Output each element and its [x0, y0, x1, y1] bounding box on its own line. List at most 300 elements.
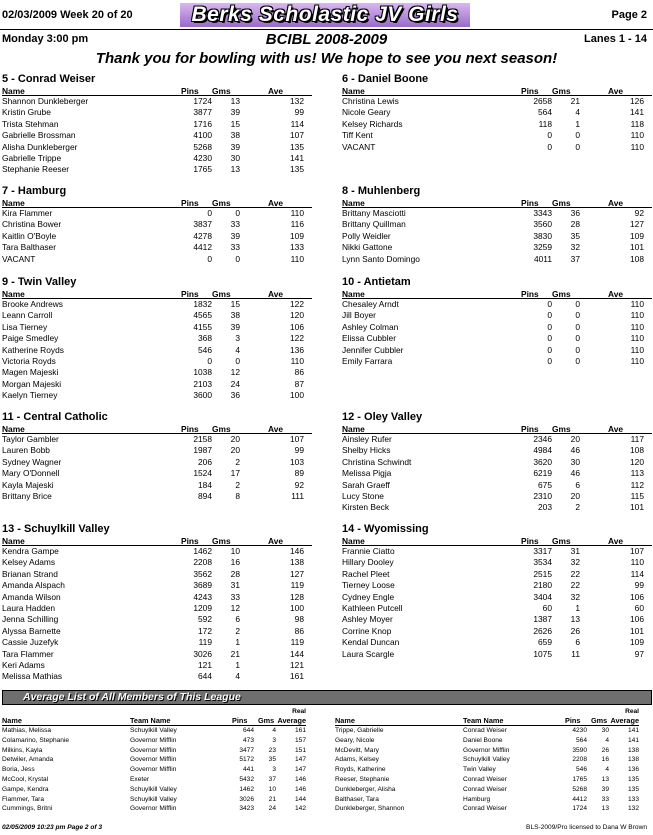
bowler-average: 60 — [634, 602, 644, 613]
member-team: Schuylkill Valley — [130, 785, 177, 793]
bowler-row — [342, 254, 652, 265]
spacer — [335, 707, 463, 716]
col-pins-label: Pins — [181, 536, 199, 546]
member-pins: 4230 — [572, 727, 587, 734]
bowler-pins: 0 — [547, 130, 552, 141]
col-gms-label: Gms — [212, 289, 231, 299]
bowler-row — [2, 457, 312, 468]
bowler-average: 116 — [290, 219, 304, 230]
team-name: 5 - Conrad Weiser — [2, 73, 96, 85]
bowler-name: Melissa Mathias — [2, 671, 63, 682]
bowler-row — [342, 96, 652, 107]
bowler-row — [2, 153, 312, 164]
col-pins-label: Pins — [521, 198, 539, 208]
bowler-pins: 2626 — [533, 625, 552, 636]
bowler-average: 101 — [630, 242, 644, 253]
member-games: 33 — [601, 795, 609, 803]
footer-print-info: 02/05/2009 10:23 pm Page 2 of 3 — [2, 824, 103, 831]
bowler-pins: 0 — [207, 208, 212, 218]
bowler-games: 0 — [575, 141, 580, 152]
member-pins: 3590 — [572, 746, 587, 754]
bowler-name: Emily Farrara — [342, 355, 393, 366]
member-average: 135 — [627, 785, 639, 793]
bowler-pins: 1075 — [533, 648, 552, 659]
bowler-name: Gabrielle Trippe — [2, 152, 62, 163]
bowler-games: 15 — [230, 299, 240, 309]
team-name: 8 - Muhlenberg — [342, 185, 421, 197]
member-pins: 4412 — [572, 795, 587, 803]
bowler-average: 135 — [290, 164, 304, 175]
bowler-row — [2, 671, 312, 682]
bowler-pins: 3343 — [533, 208, 552, 218]
bowler-games: 20 — [570, 490, 580, 501]
team-column-header — [2, 536, 312, 546]
bowler-row — [2, 649, 312, 660]
bowler-row — [2, 557, 312, 568]
bowler-games: 32 — [570, 591, 580, 602]
league-season: BCIBL 2008-2009 — [265, 31, 388, 48]
spacer — [222, 707, 254, 716]
bowler-average: 141 — [630, 107, 644, 118]
average-list-row — [335, 765, 639, 775]
bowler-row — [2, 322, 312, 333]
bowler-name: Brittany Masciotti — [342, 208, 406, 218]
bowler-row — [342, 242, 652, 253]
bowler-pins: 0 — [207, 253, 212, 264]
bowler-name: Brianan Strand — [2, 568, 58, 579]
bowler-games: 6 — [575, 637, 580, 648]
bowler-pins: 3600 — [193, 390, 212, 401]
bowler-average: 110 — [630, 130, 644, 141]
col-pins-label: Pins — [181, 198, 199, 208]
bowler-row — [2, 254, 312, 265]
team-name: 12 - Oley Valley — [342, 411, 423, 423]
member-games: 30 — [601, 727, 609, 734]
bowler-name: Cydney Engle — [342, 591, 395, 602]
team-name: 14 - Wyomissing — [342, 523, 429, 535]
average-list-title: Average List of All Members of This League — [23, 691, 241, 703]
bowler-games: 39 — [230, 107, 240, 118]
member-team: Schuylkill Valley — [463, 756, 510, 764]
bowler-games: 12 — [230, 602, 240, 613]
bowler-average: 113 — [630, 468, 644, 479]
bowler-games: 31 — [230, 580, 240, 591]
bowler-average: 107 — [290, 434, 304, 444]
bowler-games: 33 — [230, 219, 240, 230]
bowler-average: 114 — [630, 568, 644, 579]
team-column-header — [342, 86, 652, 96]
bowler-name: Christina Schwindt — [342, 456, 412, 467]
bowler-row — [342, 468, 652, 479]
bowler-pins: 121 — [198, 659, 212, 670]
bowler-average: 92 — [294, 479, 304, 490]
header-divider — [0, 29, 653, 30]
bowler-games: 4 — [575, 107, 580, 118]
bowler-name: Ashley Colman — [342, 321, 399, 332]
bowler-name: Jill Boyer — [342, 310, 376, 321]
bowler-games: 15 — [230, 118, 240, 129]
bowler-games: 21 — [230, 648, 240, 659]
team-name: 6 - Daniel Boone — [342, 73, 429, 85]
bowler-games: 30 — [230, 152, 240, 163]
col-pins-label: Pins — [181, 289, 199, 299]
bowler-pins: 3830 — [533, 230, 552, 241]
bowler-pins: 3837 — [193, 219, 212, 230]
member-average: 133 — [627, 795, 639, 803]
bowler-games: 0 — [575, 333, 580, 344]
bowler-row — [2, 242, 312, 253]
lanes-range: Lanes 1 - 14 — [584, 33, 647, 45]
average-list-row — [2, 755, 306, 765]
member-team: Twin Valley — [463, 766, 496, 774]
col-pins-label: Pins — [521, 86, 539, 96]
bowler-row — [342, 345, 652, 356]
bowler-games: 11 — [571, 648, 580, 659]
bowler-row — [342, 333, 652, 344]
bowler-name: Hillary Dooley — [342, 557, 394, 568]
member-name: McDevitt, Mary — [335, 746, 379, 754]
bowler-name: Paige Smedley — [2, 333, 59, 344]
bowler-games: 36 — [230, 390, 240, 401]
bowler-average: 110 — [630, 355, 644, 366]
bowler-average: 109 — [630, 637, 644, 648]
bowler-row — [342, 626, 652, 637]
member-games: 35 — [268, 756, 276, 764]
bowler-average: 133 — [290, 242, 304, 253]
bowler-name: Shelby Hicks — [342, 445, 391, 456]
col-ave-label: Ave — [268, 198, 284, 208]
average-list-row — [2, 785, 306, 795]
bowler-pins: 644 — [198, 671, 212, 682]
bowler-games: 39 — [230, 321, 240, 332]
member-name: Flammer, Tara — [2, 795, 45, 803]
bowler-name: Christina Bower — [2, 219, 62, 230]
bowler-average: 109 — [290, 230, 304, 241]
bowler-name: Kelsey Adams — [2, 557, 56, 568]
bowler-name: Amanda Alspach — [2, 580, 65, 591]
col-name-label: Name — [342, 86, 365, 95]
bowler-pins: 1765 — [193, 164, 212, 175]
bowler-name: Elissa Cubbler — [342, 333, 396, 344]
bowler-row — [342, 614, 652, 625]
bowler-average: 141 — [290, 152, 304, 163]
bowler-row — [342, 480, 652, 491]
col-ave-label: Ave — [608, 86, 624, 96]
bowler-games: 37 — [570, 253, 580, 264]
bowler-row — [2, 299, 312, 310]
bowler-games: 12 — [230, 367, 240, 378]
real-label: Real — [292, 708, 306, 715]
bowler-name: Kayla Majeski — [2, 479, 54, 490]
bowler-average: 89 — [294, 468, 304, 479]
member-pins: 441 — [242, 766, 254, 774]
member-average: 147 — [294, 766, 306, 774]
member-pins: 1765 — [572, 775, 587, 783]
bowler-row — [342, 592, 652, 603]
bowler-average: 110 — [630, 557, 644, 568]
bowler-pins: 1987 — [193, 445, 212, 456]
real-label: Real — [625, 708, 639, 715]
bowler-pins: 3404 — [533, 591, 552, 602]
bowler-name: Ashley Moyer — [342, 614, 393, 625]
bowler-games: 1 — [235, 637, 240, 648]
bowler-pins: 592 — [198, 614, 212, 625]
bowler-pins: 4230 — [193, 152, 212, 163]
col-gms-label: Gms — [212, 198, 231, 208]
bowler-games: 22 — [570, 580, 580, 591]
bowler-games: 6 — [575, 479, 580, 490]
bowler-games: 46 — [570, 445, 580, 456]
bowler-name: Corrine Knop — [342, 625, 392, 636]
bowler-pins: 0 — [547, 355, 552, 366]
average-list-header — [2, 716, 306, 726]
bowler-pins: 6219 — [533, 468, 552, 479]
bowler-average: 115 — [630, 490, 644, 501]
member-pins: 3477 — [239, 746, 254, 754]
bowler-name: Keri Adams — [2, 659, 45, 670]
bowler-average: 144 — [290, 648, 304, 659]
bowler-row — [2, 434, 312, 445]
average-list-row — [335, 804, 639, 814]
member-games: 13 — [601, 805, 609, 813]
bowler-average: 109 — [630, 230, 644, 241]
bowler-row — [2, 96, 312, 107]
bowler-name: Kirsten Beck — [342, 502, 390, 513]
member-pins: 564 — [575, 736, 587, 744]
member-name: Dunkleberger, Shannon — [335, 805, 405, 813]
bowler-average: 119 — [290, 580, 304, 591]
member-pins: 5432 — [239, 775, 254, 783]
member-average: 146 — [294, 785, 306, 793]
bowler-row — [2, 142, 312, 153]
bowler-average: 127 — [290, 568, 304, 579]
bowler-name: Sarah Graeff — [342, 479, 390, 490]
bowler-average: 122 — [290, 299, 304, 309]
bowler-average: 138 — [290, 557, 304, 568]
bowler-games: 0 — [575, 344, 580, 355]
bowler-row — [2, 119, 312, 130]
bowler-pins: 4984 — [533, 445, 552, 456]
member-average: 136 — [627, 766, 639, 774]
bowler-row — [2, 130, 312, 141]
bowler-name: Tiff Kent — [342, 130, 373, 141]
member-name: Colamarino, Stephanie — [2, 736, 70, 744]
bowler-row — [342, 557, 652, 568]
bowler-row — [342, 356, 652, 367]
member-average: 157 — [294, 736, 306, 744]
bowler-average: 110 — [290, 355, 304, 366]
bowler-pins: 675 — [538, 479, 552, 490]
bowler-pins: 4243 — [193, 591, 212, 602]
col-name-label: Name — [2, 198, 25, 207]
average-list-banner — [2, 690, 652, 705]
col-gms-label: Gms — [212, 536, 231, 546]
report-date-week: 02/03/2009 Week 20 of 20 — [2, 9, 133, 21]
bowler-pins: 4278 — [193, 230, 212, 241]
bowler-pins: 118 — [538, 118, 552, 129]
avg-col-pins-label: Pins — [232, 716, 248, 725]
bowler-games: 38 — [230, 130, 240, 141]
member-name: Mathias, Melissa — [2, 727, 52, 734]
col-gms-label: Gms — [552, 424, 571, 434]
bowler-pins: 894 — [198, 490, 212, 501]
bowler-row — [342, 445, 652, 456]
bowler-games: 13 — [230, 164, 240, 175]
bowler-row — [342, 119, 652, 130]
bowler-games: 1 — [575, 118, 580, 129]
bowler-games: 13 — [230, 96, 240, 106]
team-column-header — [342, 536, 652, 546]
bowler-games: 16 — [230, 557, 240, 568]
col-pins-label: Pins — [521, 536, 539, 546]
team-block — [342, 72, 652, 153]
team-block — [342, 410, 652, 514]
bowler-name: Shannon Dunkleberger — [2, 96, 89, 106]
bowler-name: Christina Lewis — [342, 96, 399, 106]
col-ave-label: Ave — [608, 424, 624, 434]
bowler-pins: 119 — [198, 637, 212, 648]
thank-you-message: Thank you for bowling with us! We hope to see you next season! — [95, 50, 558, 67]
bowler-row — [342, 434, 652, 445]
bowler-pins: 3620 — [533, 456, 552, 467]
bowler-games: 17 — [230, 468, 240, 479]
bowler-name: Alyssa Barnette — [2, 625, 61, 636]
team-block — [342, 522, 652, 660]
bowler-row — [2, 660, 312, 671]
col-ave-label: Ave — [608, 289, 624, 299]
avg-col-name-label: Name — [2, 716, 22, 725]
bowler-pins: 4155 — [193, 321, 212, 332]
spacer — [463, 707, 555, 716]
bowler-pins: 2103 — [193, 378, 212, 389]
bowler-average: 99 — [634, 580, 644, 591]
bowler-row — [342, 649, 652, 660]
bowler-name: Melissa Pigja — [342, 468, 392, 479]
bowler-pins: 3562 — [193, 568, 212, 579]
average-list-header — [335, 716, 639, 726]
member-pins: 5268 — [572, 785, 587, 793]
bowler-games: 0 — [235, 355, 240, 366]
bowler-average: 120 — [630, 456, 644, 467]
bowler-pins: 3560 — [533, 219, 552, 230]
member-name: Boria, Jess — [2, 766, 35, 774]
bowler-pins: 1716 — [193, 118, 212, 129]
bowler-name: Polly Weidler — [342, 230, 391, 241]
bowler-name: Kathleen Putcell — [342, 602, 403, 613]
average-list-row — [2, 746, 306, 756]
member-average: 138 — [627, 756, 639, 764]
bowler-pins: 0 — [547, 333, 552, 344]
bowler-average: 117 — [630, 434, 644, 444]
bowler-games: 4 — [235, 344, 240, 355]
member-average: 144 — [294, 795, 306, 803]
bowler-pins: 1724 — [193, 96, 212, 106]
bowler-average: 121 — [290, 659, 304, 670]
member-games: 4 — [272, 727, 276, 734]
bowler-row — [2, 310, 312, 321]
bowler-games: 4 — [235, 671, 240, 682]
member-team: Schuylkill Valley — [130, 795, 177, 803]
member-pins: 1724 — [572, 805, 587, 813]
bowler-name: Jennifer Cubbler — [342, 344, 404, 355]
bowler-average: 107 — [290, 130, 304, 141]
bowler-row — [2, 445, 312, 456]
bowler-average: 110 — [630, 344, 644, 355]
member-average: 151 — [294, 746, 306, 754]
bowler-name: Laura Scargle — [342, 648, 395, 659]
bowler-pins: 0 — [547, 310, 552, 321]
bowler-average: 135 — [290, 141, 304, 152]
bowler-name: Kaitlin O'Boyle — [2, 230, 57, 241]
team-block — [2, 410, 312, 502]
team-column-header — [342, 424, 652, 434]
bowler-pins: 2515 — [533, 568, 552, 579]
bowler-games: 2 — [235, 479, 240, 490]
member-pins: 546 — [575, 766, 587, 774]
average-list-right-column — [335, 707, 639, 814]
bowler-pins: 184 — [198, 479, 212, 490]
bowler-pins: 3317 — [533, 546, 552, 556]
bowler-name: Cassie Juzefyk — [2, 637, 59, 648]
bowler-average: 136 — [290, 344, 304, 355]
bowler-games: 28 — [230, 568, 240, 579]
bowler-row — [2, 164, 312, 175]
member-name: Detwiler, Amanda — [2, 756, 54, 764]
bowler-average: 122 — [290, 333, 304, 344]
bowler-pins: 4412 — [193, 242, 212, 253]
bowler-games: 1 — [575, 602, 580, 613]
bowler-name: VACANT — [2, 253, 36, 264]
bowler-games: 20 — [230, 445, 240, 456]
team-name: 7 - Hamburg — [2, 185, 67, 197]
bowler-pins: 60 — [542, 602, 552, 613]
bowler-average: 108 — [630, 445, 644, 456]
bowler-name: Tara Balthaser — [2, 242, 56, 253]
bowler-average: 132 — [290, 96, 304, 106]
bowler-name: VACANT — [342, 141, 376, 152]
member-average: 138 — [627, 746, 639, 754]
bowler-games: 30 — [570, 456, 580, 467]
spacer — [2, 707, 130, 716]
bowler-pins: 1462 — [193, 546, 212, 556]
avg-col-name-label: Name — [335, 716, 355, 725]
bowler-average: 86 — [294, 367, 304, 378]
average-list-row — [2, 765, 306, 775]
bowler-row — [342, 322, 652, 333]
bowler-games: 1 — [235, 659, 240, 670]
bowler-name: Magen Majeski — [2, 367, 59, 378]
bowler-average: 108 — [630, 253, 644, 264]
bowler-pins: 3026 — [193, 648, 212, 659]
member-pins: 1462 — [239, 785, 254, 793]
bowler-games: 0 — [575, 130, 580, 141]
bowler-games: 20 — [570, 434, 580, 444]
bowler-name: Lynn Santo Domingo — [342, 253, 420, 264]
bowler-games: 0 — [235, 253, 240, 264]
bowler-row — [2, 231, 312, 242]
bowler-name: Trista Stehman — [2, 118, 59, 129]
bowler-average: 110 — [630, 299, 644, 309]
real-label-row — [2, 707, 306, 716]
bowler-row — [342, 502, 652, 513]
member-team: Governor Mifflin — [130, 805, 177, 813]
member-games: 3 — [272, 736, 276, 744]
bowler-average: 106 — [290, 321, 304, 332]
bowler-pins: 0 — [547, 321, 552, 332]
bowler-row — [342, 142, 652, 153]
member-team: Governor Mifflin — [130, 746, 177, 754]
average-list-row — [335, 775, 639, 785]
